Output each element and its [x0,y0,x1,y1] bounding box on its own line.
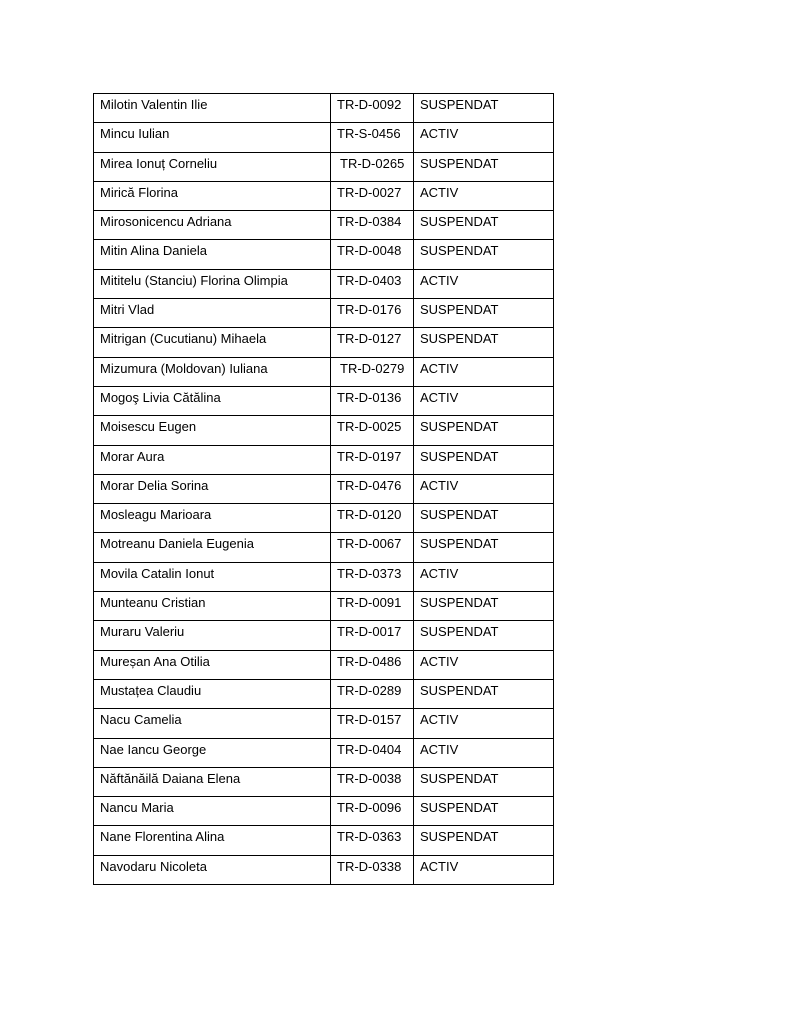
member-status-text: SUSPENDAT [420,829,499,845]
member-name-cell [94,533,331,562]
member-code-text: TR-D-0157 [337,712,402,728]
member-code-text: TR-D-0176 [337,302,402,318]
member-status-text: ACTIV [420,272,459,288]
member-code-cell [331,240,414,269]
table-row [94,533,554,562]
member-name-cell [94,679,331,708]
table-row [94,181,554,210]
member-code-text: TR-D-0120 [337,507,402,523]
member-code-cell [331,504,414,533]
member-name-text: Mustațea Claudiu [100,682,202,698]
member-status-text: SUSPENDAT [420,800,499,816]
member-status-cell [414,533,554,562]
table-row [94,211,554,240]
member-status-cell [414,416,554,445]
member-code-text: TR-D-0027 [337,184,402,200]
member-code-text: TR-D-0404 [337,741,402,757]
member-status-cell [414,709,554,738]
table-row [94,416,554,445]
member-name-text: Milotin Valentin Ilie [100,97,208,112]
member-name-cell [94,621,331,650]
member-name-cell [94,445,331,474]
member-name-text: Mitrigan (Cucutianu) Mihaela [100,331,267,347]
member-code-cell [331,152,414,181]
table-row [94,709,554,738]
member-name-text: Motreanu Daniela Eugenia [100,536,254,552]
member-code-cell [331,299,414,328]
member-name-text: Morar Delia Sorina [100,477,209,493]
member-name-cell [94,386,331,415]
member-status-cell [414,679,554,708]
member-code-text: TR-D-0038 [337,770,402,786]
member-status-text: SUSPENDAT [420,331,499,347]
member-code-text: TR-D-0017 [337,624,402,640]
member-status-cell [414,181,554,210]
table-row [94,94,554,123]
member-code-text: TR-D-0092 [337,97,402,112]
member-status-cell [414,855,554,884]
member-name-cell [94,299,331,328]
member-name-text: Nancu Maria [100,800,174,816]
member-name-text: Munteanu Cristian [100,595,206,611]
member-status-cell [414,123,554,152]
member-name-cell [94,767,331,796]
member-status-cell [414,767,554,796]
member-name-text: Mirea Ionuț Corneliu [100,155,218,171]
member-status-cell [414,386,554,415]
member-status-text: ACTIV [420,360,459,376]
member-status-cell [414,152,554,181]
member-status-text: ACTIV [420,565,459,581]
member-code-cell [331,123,414,152]
member-status-text: SUSPENDAT [420,770,499,786]
member-status-text: ACTIV [420,477,459,493]
member-code-cell [331,709,414,738]
member-name-cell [94,416,331,445]
member-code-cell [331,533,414,562]
member-name-cell [94,504,331,533]
member-status-text: ACTIV [420,389,459,405]
table-row [94,592,554,621]
member-code-text: TR-D-0279 [340,360,405,376]
member-name-cell [94,826,331,855]
member-name-cell [94,328,331,357]
member-name-text: Nae Iancu George [100,741,207,757]
member-name-text: Mincu Iulian [100,126,170,142]
member-name-text: Mureșan Ana Otilia [100,653,210,669]
member-status-text: SUSPENDAT [420,682,499,698]
member-code-cell [331,386,414,415]
member-status-cell [414,738,554,767]
member-status-cell [414,445,554,474]
member-status-cell [414,269,554,298]
member-code-text: TR-D-0338 [337,858,402,874]
member-name-text: Năftănăilă Daiana Elena [100,770,241,786]
member-name-text: Mititelu (Stanciu) Florina Olimpia [100,272,288,288]
table-row [94,767,554,796]
member-code-text: TR-D-0373 [337,565,402,581]
member-status-text: SUSPENDAT [420,536,499,552]
member-status-cell [414,357,554,386]
member-code-text: TR-D-0384 [337,214,402,230]
member-status-cell [414,797,554,826]
member-status-text: SUSPENDAT [420,155,499,171]
member-code-cell [331,621,414,650]
member-status-cell [414,621,554,650]
member-status-cell [414,504,554,533]
member-code-cell [331,357,414,386]
member-code-text: TR-D-0403 [337,272,402,288]
members-table-body [94,94,554,885]
member-code-cell [331,826,414,855]
table-row [94,738,554,767]
member-code-cell [331,767,414,796]
member-status-text: ACTIV [420,712,459,728]
member-name-text: Mirosonicencu Adriana [100,214,232,230]
table-row [94,562,554,591]
table-row [94,679,554,708]
member-name-text: Moisescu Eugen [100,419,197,435]
member-status-text: ACTIV [420,184,459,200]
table-row [94,123,554,152]
member-name-text: Mosleagu Marioara [100,507,212,523]
member-status-cell [414,474,554,503]
member-status-cell [414,650,554,679]
member-status-text: SUSPENDAT [420,302,499,318]
member-status-cell [414,94,554,123]
member-name-text: Mirică Florina [100,184,179,200]
member-status-text: SUSPENDAT [420,595,499,611]
table-row [94,621,554,650]
member-name-text: Mizumura (Moldovan) Iuliana [100,360,268,376]
member-name-cell [94,181,331,210]
table-row [94,504,554,533]
member-code-cell [331,474,414,503]
member-status-text: SUSPENDAT [420,419,499,435]
member-name-text: Movila Catalin Ionut [100,565,215,581]
member-status-cell [414,240,554,269]
table-row [94,240,554,269]
table-row [94,826,554,855]
member-name-cell [94,650,331,679]
table-row [94,299,554,328]
member-code-cell [331,328,414,357]
member-code-text: TR-D-0265 [340,155,405,171]
member-status-text: SUSPENDAT [420,243,499,259]
member-code-cell [331,855,414,884]
member-status-text: SUSPENDAT [420,507,499,523]
member-name-cell [94,94,331,123]
member-name-cell [94,562,331,591]
member-code-text: TR-D-0048 [337,243,402,259]
member-code-text: TR-D-0096 [337,800,402,816]
member-code-cell [331,211,414,240]
member-name-text: Mitri Vlad [100,302,155,318]
table-row [94,357,554,386]
table-row [94,855,554,884]
table-row [94,474,554,503]
member-code-cell [331,269,414,298]
member-code-cell [331,94,414,123]
member-code-text: TR-D-0127 [337,331,402,347]
table-row [94,797,554,826]
member-status-text: ACTIV [420,858,459,874]
member-name-cell [94,709,331,738]
member-status-text: SUSPENDAT [420,97,499,112]
member-code-text: TR-D-0091 [337,595,402,611]
table-row [94,445,554,474]
member-name-cell [94,211,331,240]
member-name-text: Nacu Camelia [100,712,182,728]
member-status-text: SUSPENDAT [420,624,499,640]
member-status-text: ACTIV [420,126,459,142]
table-row [94,152,554,181]
member-code-text: TR-D-0025 [337,419,402,435]
member-code-text: TR-D-0197 [337,448,402,464]
member-code-cell [331,738,414,767]
member-name-cell [94,152,331,181]
member-code-text: TR-D-0289 [337,682,402,698]
member-code-cell [331,650,414,679]
member-status-cell [414,299,554,328]
member-code-cell [331,181,414,210]
member-name-text: Mitin Alina Daniela [100,243,207,259]
member-code-cell [331,562,414,591]
member-code-cell [331,797,414,826]
member-name-text: Morar Aura [100,448,165,464]
member-name-cell [94,855,331,884]
member-name-cell [94,269,331,298]
member-name-cell [94,240,331,269]
member-name-text: Nane Florentina Alina [100,829,225,845]
member-code-cell [331,416,414,445]
member-name-cell [94,797,331,826]
member-code-text: TR-D-0486 [337,653,402,669]
member-code-text: TR-S-0456 [337,126,401,142]
member-status-text: SUSPENDAT [420,214,499,230]
member-code-cell [331,445,414,474]
member-name-text: Mogoş Livia Cătălina [100,389,221,405]
member-status-text: ACTIV [420,653,459,669]
member-code-cell [331,592,414,621]
member-name-cell [94,738,331,767]
members-table [93,93,554,885]
member-code-text: TR-D-0136 [337,389,402,405]
member-status-cell [414,826,554,855]
member-name-cell [94,357,331,386]
member-code-text: TR-D-0476 [337,477,402,493]
table-row [94,269,554,298]
table-row [94,650,554,679]
table-row [94,328,554,357]
table-row [94,386,554,415]
member-status-text: SUSPENDAT [420,448,499,464]
member-status-cell [414,211,554,240]
member-code-text: TR-D-0067 [337,536,402,552]
member-status-cell [414,328,554,357]
member-name-cell [94,474,331,503]
member-code-cell [331,679,414,708]
member-status-cell [414,592,554,621]
member-status-text: ACTIV [420,741,459,757]
member-name-text: Navodaru Nicoleta [100,858,207,874]
member-status-cell [414,562,554,591]
member-name-cell [94,123,331,152]
member-code-text: TR-D-0363 [337,829,402,845]
member-name-text: Muraru Valeriu [100,624,185,640]
member-name-cell [94,592,331,621]
